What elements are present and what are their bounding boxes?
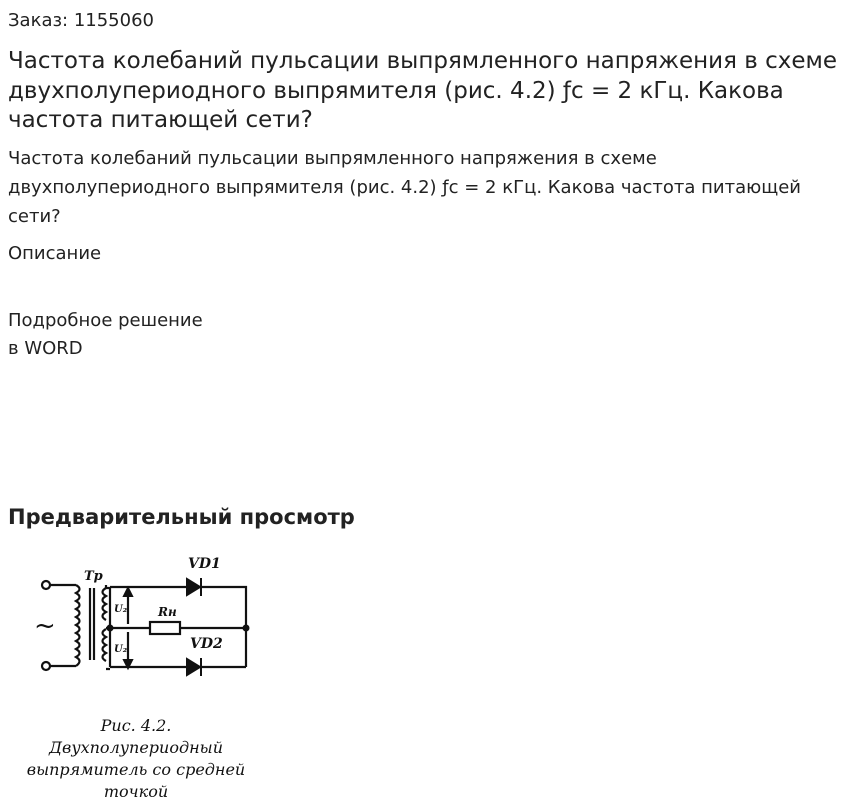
caption-line-3: выпрямитель со средней — [26, 760, 246, 779]
solution-line-2: в WORD — [8, 338, 83, 359]
description-label: Описание — [8, 243, 102, 264]
rectifier-circuit-figure — [30, 548, 270, 683]
problem-description: Частота колебаний пульсации выпрямленного напряжения в схеме двухполупериодного выпрямителя (рис. 4.2) ƒc = 2 кГц. Какова частота питающей сети? — [8, 148, 801, 227]
label-u2-upper: U₂ — [114, 604, 128, 615]
label-load: Rн — [158, 605, 177, 619]
figure-caption — [22, 715, 250, 803]
solution-line-1: Подробное решение — [8, 310, 203, 331]
ac-source-symbol: ~ — [34, 611, 56, 641]
transformer-core — [90, 588, 94, 660]
order-number: Заказ: 1155060 — [8, 10, 154, 31]
secondary-winding-upper — [103, 588, 107, 620]
diode-vd1 — [187, 579, 200, 595]
solution-note — [8, 307, 203, 363]
caption-line-2: Двухполупериодный — [49, 738, 223, 757]
input-terminal-top — [42, 581, 50, 589]
page-title: Частота колебаний пульсации выпрямленного напряжения в схеме двухполупериодного выпрямителя (рис. 4.2) ƒc = 2 кГц. Какова частота питающей сети? — [8, 48, 838, 133]
preview-heading: Предварительный просмотр — [8, 505, 355, 529]
label-transformer: Тр — [84, 569, 103, 584]
label-u2-lower: U₂ — [114, 644, 128, 655]
input-terminal-bottom — [42, 662, 50, 670]
label-vd2: VD2 — [190, 636, 223, 652]
label-vd1: VD1 — [188, 556, 221, 572]
node-output — [244, 626, 249, 631]
arrow-head-upper — [124, 588, 132, 596]
caption-line-4: точкой — [103, 782, 169, 801]
secondary-winding-lower — [103, 629, 107, 661]
caption-line-1: Рис. 4.2. — [100, 716, 172, 735]
diode-vd2 — [187, 659, 200, 675]
load-resistor — [150, 622, 180, 634]
node-center — [108, 626, 113, 631]
primary-winding — [76, 585, 80, 666]
